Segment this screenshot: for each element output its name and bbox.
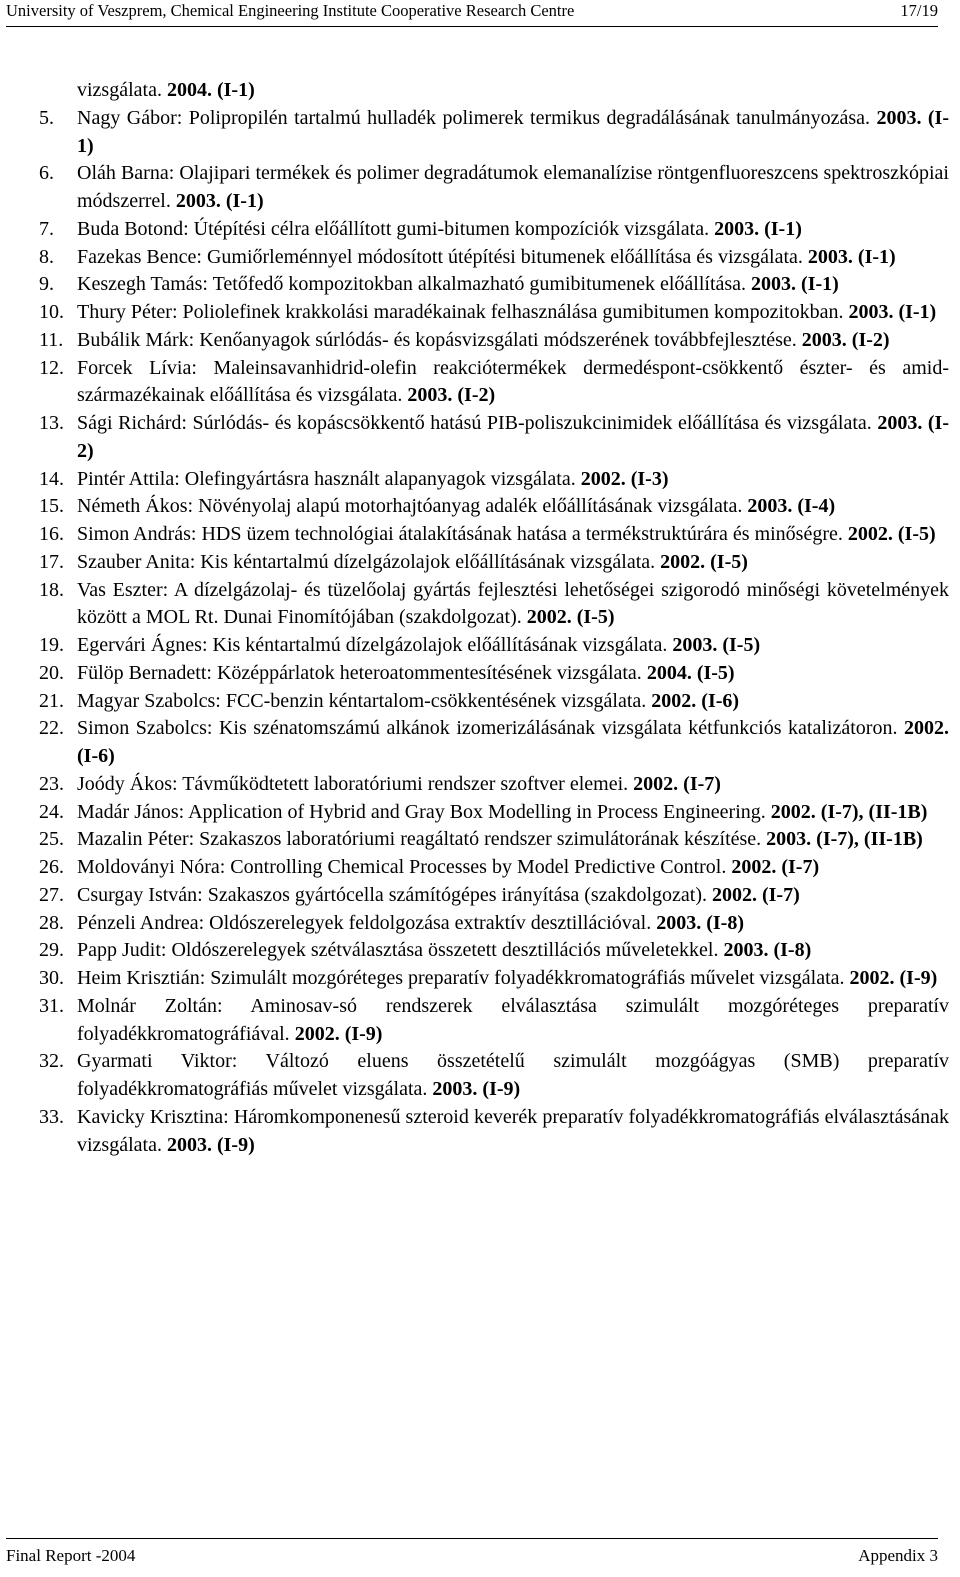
entry-text: Madár János: Application of Hybrid and Gray Box Modelling in Process Engineering. [77,800,771,823]
entry-year: 2003. (I-8) [656,911,744,934]
list-item [39,660,949,688]
entry-text: Egervári Ágnes: Kis kéntartalmú dízelgázolajok előállításának vizsgálata. [77,634,673,656]
entry-number: 21. [39,689,64,712]
entry-text: Forcek Lívia: Maleinsavanhidrid-olefin reakciótermékek dermedéspont-csökkentő észter- és amid-származékainak előállítása és vizsgálata. [77,356,949,407]
entry-number: 15. [39,495,64,518]
entry-text: Thury Péter: Poliolefinek krakkolási maradékainak felhasználása gumibitumen kompozitokban. [77,301,849,323]
entry-number: 8. [39,245,54,268]
list-item [39,1104,949,1160]
list-item [39,1048,949,1104]
entry-year: 2003. (I-1) [714,217,802,240]
list-item [39,632,949,660]
entry-number: 7. [39,217,54,240]
list-item [39,910,949,938]
entry-text: Joódy Ákos: Távműködtetett laboratóriumi rendszer szoftver elemei. [77,772,634,795]
thesis-list [39,77,949,1159]
entry-year: 2002. (I-3) [580,467,669,490]
list-item [39,771,949,799]
footer-report-title: Final Report -2004 [6,1546,136,1565]
entry-text: Fazekas Bence: Gumiőrleménnyel módosított útépítési bitumenek előállítása és vizsgálata. [77,245,808,268]
entry-text: Csurgay István: Szakaszos gyártócella számítógépes irányítása (szakdolgozat). [77,883,712,906]
entry-year: 2002. (I-9) [294,1022,383,1045]
entry-year: 2002. (I-7) [711,883,800,906]
list-item [39,299,949,327]
entry-year: 2003. (I-1) [77,106,949,157]
page-header [6,0,938,26]
entry-text: Oláh Barna: Olajipari termékek és polimer degradátumok elemanalízise röntgenfluoreszcens spektroszkópiai módszerrel. [77,162,949,212]
entry-number: 17. [39,550,64,573]
list-item [39,105,949,161]
entry-year: 2003. (I-2) [77,412,949,462]
entry-number: 26. [39,856,64,878]
entry-text: vizsgálata. [77,79,167,101]
entry-number: 32. [39,1050,64,1073]
entry-number: 10. [39,301,64,323]
list-item [39,799,949,827]
entry-text: Gyarmati Viktor: Változó eluens összetételű szimulált mozgóágyas (SMB) preparatív folyadékkromatográfiás művelet vizsgálata. [77,1050,949,1100]
entry-number: 25. [39,828,64,851]
entry-number: 22. [39,717,64,740]
list-item [39,937,949,965]
entry-number: 30. [39,967,64,989]
footer-rule [6,1538,938,1539]
list-item [39,965,949,993]
list-item [39,993,949,1049]
entry-year: 2003. (I-1) [751,273,839,296]
list-item [39,410,949,466]
entry-year: 2003. (I-9) [432,1078,521,1100]
entry-number: 33. [39,1105,64,1128]
list-item-continuation [39,77,949,105]
entry-text: Sági Richárd: Súrlódás- és kopáscsökkentő hatású PIB-poliszukcinimidek előállítása és vizsgálata. [77,412,878,434]
list-item [39,355,949,411]
entry-text: Simon Szabolcs: Kis szénatomszámú alkánok izomerizálásának vizsgálata kétfunkciós katalizátoron. [77,717,904,740]
entry-text: Pintér Attila: Olefingyártásra használt alapanyagok vizsgálata. [77,467,581,490]
entry-number: 9. [39,273,54,296]
entry-number: 23. [39,772,64,795]
entry-text: Moldoványi Nóra: Controlling Chemical Processes by Model Predictive Control. [77,856,732,878]
entry-text: Simon András: HDS üzem technológiai átalakításának hatása a termékstruktúrára és minőségre. [77,523,848,545]
list-item [39,521,949,549]
entry-number: 24. [39,800,64,823]
entry-number: 6. [39,162,54,185]
list-item [39,854,949,882]
entry-text: Heim Krisztián: Szimulált mozgóréteges preparatív folyadékkromatográfiás művelet vizsgálata. [77,967,850,989]
entry-text: Magyar Szabolcs: FCC-benzin kéntartalom-csökkentésének vizsgálata. [77,689,652,712]
list-item [39,271,949,299]
entry-year: 2003. (I-1) [848,301,937,323]
entry-year: 2003. (I-2) [801,328,890,351]
entry-number: 19. [39,634,64,656]
list-item [39,493,949,521]
list-item [39,244,949,272]
entry-year: 2003. (I-2) [407,384,496,407]
entry-year: 2002. (I-5) [847,523,936,545]
list-item [39,160,949,216]
entry-year: 2002. (I-7) [731,856,820,878]
entry-year: 2003. (I-7), (II-1B) [766,828,923,851]
entry-year: 2002. (I-9) [849,967,938,989]
entry-year: 2004. (I-5) [646,661,735,684]
entry-year: 2002. (I-5) [526,606,615,629]
entry-number: 16. [39,523,64,545]
entry-year: 2002. (I-7) [633,772,721,795]
list-item [39,688,949,716]
entry-text: Molnár Zoltán: Aminosav-só rendszerek elválasztása szimulált mozgóréteges preparatív folyadékkromatográfiával. [77,994,949,1045]
header-institution: University of Veszprem, Chemical Engineering Institute Cooperative Research Centre [6,1,575,20]
list-item [39,826,949,854]
header-rule [6,26,938,27]
list-item [39,216,949,244]
entry-number: 18. [39,578,64,601]
entry-text: Szauber Anita: Kis kéntartalmú dízelgázolajok előállításának vizsgálata. [77,550,661,573]
entry-number: 27. [39,883,64,906]
list-item [39,327,949,355]
entry-year: 2004. (I-1) [166,79,255,101]
entry-number: 28. [39,911,64,934]
entry-text: Buda Botond: Útépítési célra előállított gumi-bitumen kompozíciók vizsgálata. [77,217,715,240]
entry-year: 2002. (I-6) [77,717,949,767]
entry-text: Papp Judit: Oldószerelegyek szétválasztása összetett desztillációs műveletekkel. [77,939,724,962]
entry-number: 12. [39,356,64,379]
entry-text: Vas Eszter: A dízelgázolaj- és tüzelőolaj gyártás fejlesztési lehetőségei szigorodó minőségi követelmények között a MOL Rt. Dunai Finomítójában (szakdolgozat). [77,578,949,629]
list-item [39,715,949,771]
entry-year: 2003. (I-9) [166,1133,255,1156]
footer-appendix: Appendix 3 [858,1546,938,1565]
entry-number: 14. [39,467,64,490]
entry-text: Pénzeli Andrea: Oldószerelegyek feldolgozása extraktív desztillációval. [77,911,657,934]
list-item [39,882,949,910]
entry-text: Bubálik Márk: Kenőanyagok súrlódás- és kopásvizsgálati módszerének továbbfejlesztése. [77,328,802,351]
entry-number: 20. [39,661,64,684]
entry-year: 2003. (I-8) [723,939,812,962]
entry-year: 2002. (I-6) [651,689,740,712]
entry-text: Mazalin Péter: Szakaszos laboratóriumi reagáltató rendszer szimulátorának készítése. [77,828,767,851]
entry-text: Kavicky Krisztina: Háromkomponenesű szteroid keverék preparatív folyadékkromatográfiás elválasztásának vizsgálata. [77,1105,949,1156]
entry-text: Fülöp Bernadett: Középpárlatok heteroatommentesítésének vizsgálata. [77,661,647,684]
entry-number: 5. [39,106,54,129]
entry-year: 2003. (I-1) [175,190,264,212]
entry-number: 11. [39,328,64,351]
entry-year: 2003. (I-1) [807,245,896,268]
header-page-number: 17/19 [900,1,938,20]
entry-number: 31. [39,994,64,1017]
page-footer [6,1546,938,1570]
entry-number: 29. [39,939,64,962]
entry-text: Nagy Gábor: Polipropilén tartalmú hulladék polimerek termikus degradálásának tanulmányozása. [77,106,877,129]
entry-year: 2002. (I-7), (II-1B) [770,800,928,823]
entry-year: 2003. (I-4) [747,495,836,518]
entry-text: Németh Ákos: Növényolaj alapú motorhajtóanyag adalék előállításának vizsgálata. [77,495,748,518]
entry-year: 2003. (I-5) [672,634,761,656]
list-item [39,549,949,577]
list-item [39,466,949,494]
list-item [39,577,949,633]
entry-number: 13. [39,412,64,434]
entry-year: 2002. (I-5) [660,550,748,573]
entry-text: Keszegh Tamás: Tetőfedő kompozitokban alkalmazható gumibitumenek előállítása. [77,273,752,296]
